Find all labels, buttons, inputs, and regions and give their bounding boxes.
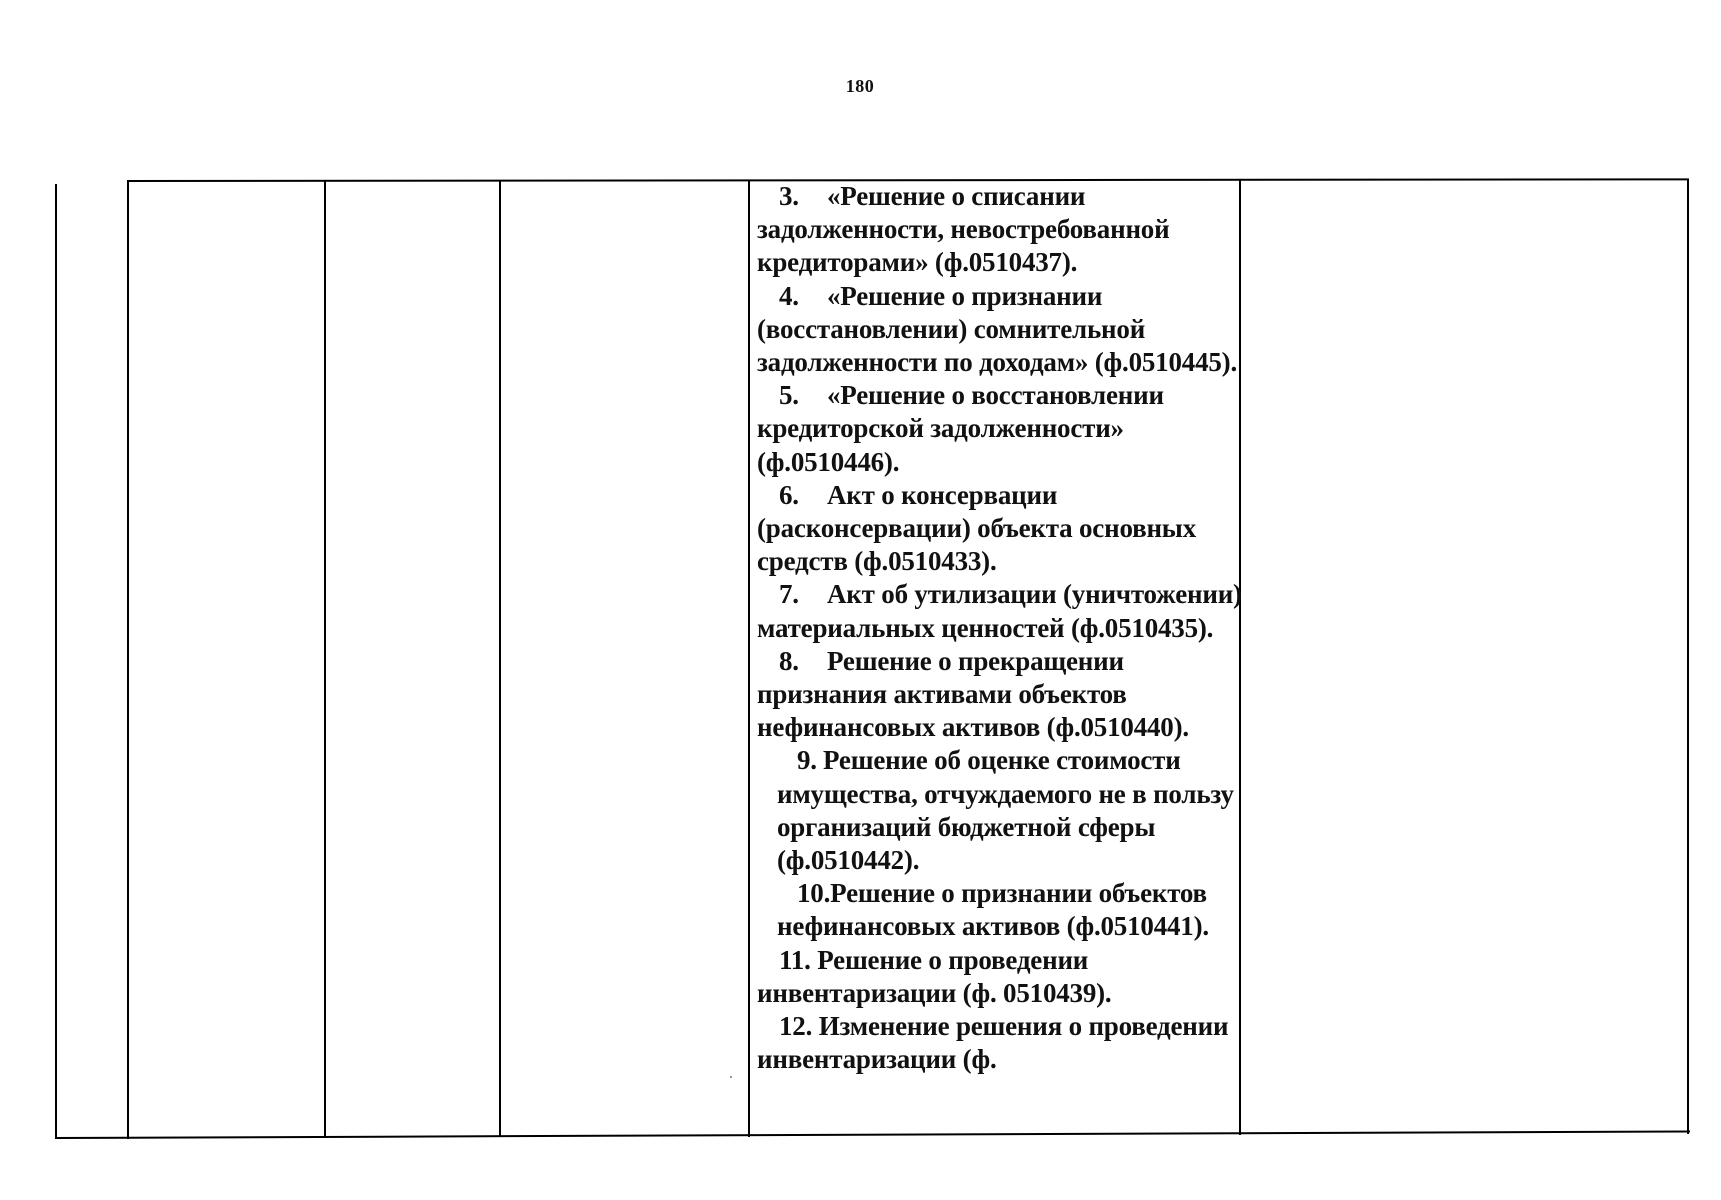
column-divider-4 [748, 180, 750, 1137]
item-text: Изменение решения о проведении инвентаризации (ф. [757, 1011, 1229, 1075]
item-text: Акт об утилизации (уничтожении) материальных ценностей (ф.0510435). [757, 579, 1242, 643]
list-item [757, 280, 1247, 380]
list-item [757, 944, 1247, 1010]
item-number: 7. [779, 579, 799, 610]
item-number: 5. [779, 380, 799, 411]
item-number: 6. [779, 479, 799, 510]
table-right-edge [1687, 179, 1689, 1134]
item-text: Решение о проведении инвентаризации (ф. 0510439). [757, 944, 1112, 1008]
item-number: 11. [779, 944, 811, 975]
table-bottom-border [56, 1130, 1690, 1139]
item-number: 3. [779, 181, 799, 211]
item-text: Решение о прекращении признания активами объектов нефинансовых активов (ф.0510440). [757, 645, 1189, 743]
item-text: «Решение о списании задолженности, невостребованной кредиторами» (ф.0510437). [757, 181, 1170, 278]
item-text: «Решение о признании (восстановлении) сомнительной задолженности по доходам» (ф.0510445). [757, 280, 1238, 378]
column-divider-2 [324, 181, 326, 1138]
list-item [757, 379, 1247, 479]
list-item [757, 479, 1247, 579]
column-divider-3 [499, 181, 501, 1137]
item-number: 12. [779, 1011, 813, 1042]
list-item [757, 744, 1247, 877]
item-number: 4. [779, 280, 799, 311]
table-left-edge [55, 184, 57, 1139]
list-item [757, 578, 1247, 644]
list-item [757, 877, 1247, 943]
item-text: «Решение о восстановлении кредиторской задолженности» (ф.0510446). [757, 380, 1164, 477]
item-number: 10. [797, 878, 831, 909]
column-divider-1 [127, 181, 129, 1139]
item-text: Решение об оценке стоимости имущества, отчуждаемого не в пользу организаций бюджетной сферы (ф.0510442). [777, 745, 1234, 876]
page-number: 180 [845, 76, 875, 96]
list-item [757, 1010, 1247, 1076]
item-number: 8. [779, 645, 799, 676]
list-item [757, 180, 1247, 280]
item-text: Акт о консервации (расконсервации) объекта основных средств (ф.0510433). [757, 479, 1196, 577]
document-list [757, 180, 1247, 1076]
scan-speck [730, 1076, 732, 1078]
list-item [757, 645, 1247, 745]
item-text: Решение о признании объектов нефинансовых активов (ф.0510441). [777, 878, 1209, 942]
item-number: 9. [797, 745, 817, 776]
